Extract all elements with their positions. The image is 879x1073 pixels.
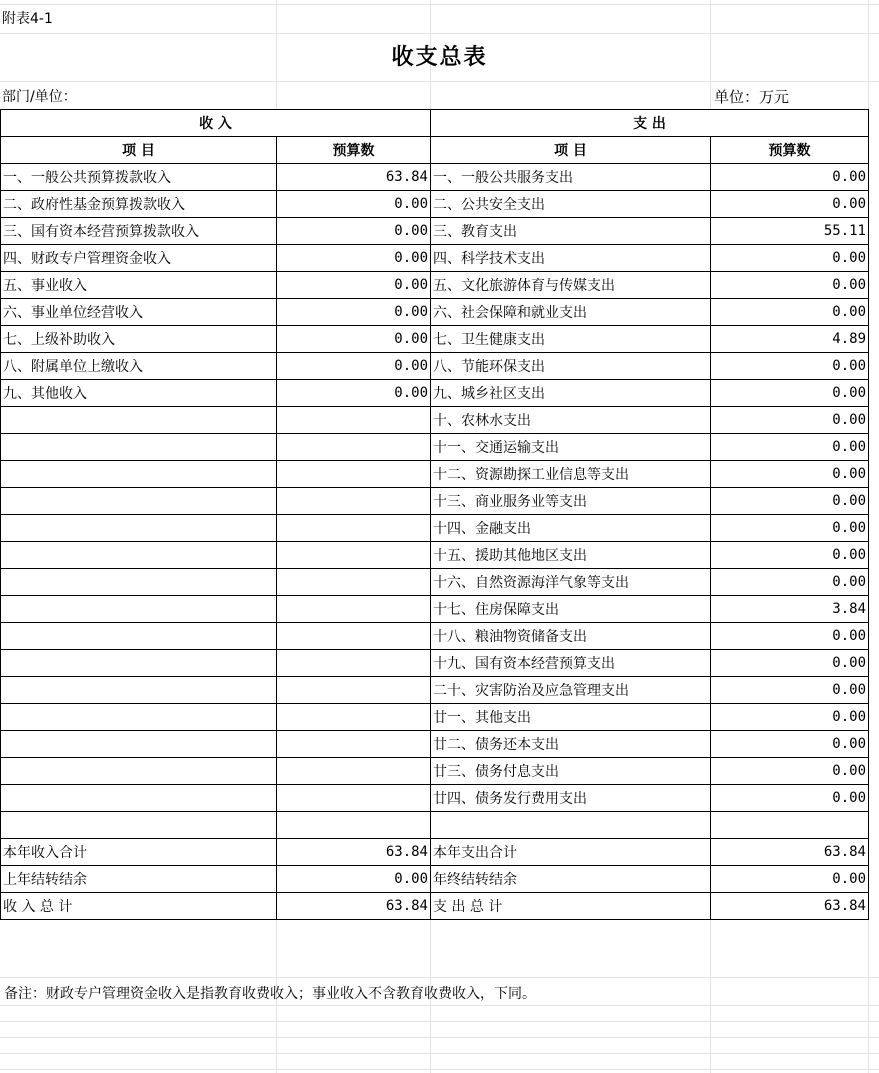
table-row <box>1 299 869 326</box>
expense-item-cell[interactable]: 九、城乡社区支出 <box>431 380 711 407</box>
expense-budget-cell[interactable]: 0.00 <box>711 353 869 380</box>
expense-budget-cell[interactable]: 0.00 <box>711 407 869 434</box>
table-row <box>1 650 869 677</box>
table-row <box>1 542 869 569</box>
income-budget-cell[interactable] <box>277 677 431 704</box>
department-label[interactable]: 部门/单位： <box>2 89 77 105</box>
table-row <box>1 515 869 542</box>
expense-budget-cell[interactable]: 4.89 <box>711 326 869 353</box>
income-budget-cell[interactable] <box>277 623 431 650</box>
expense-budget-cell[interactable]: 0.00 <box>711 866 869 893</box>
table-row <box>1 434 869 461</box>
income-item-cell[interactable] <box>1 542 277 569</box>
expense-item-cell[interactable]: 廿三、债务付息支出 <box>431 758 711 785</box>
income-item-cell[interactable] <box>1 704 277 731</box>
gridline <box>0 33 879 34</box>
expense-budget-header[interactable]: 预算数 <box>711 137 869 164</box>
gridline <box>0 1021 879 1022</box>
total-row <box>1 866 869 893</box>
income-item-cell[interactable] <box>1 596 277 623</box>
expense-item-cell[interactable]: 本年支出合计 <box>431 839 711 866</box>
income-budget-cell[interactable]: 63.84 <box>277 839 431 866</box>
gridline <box>0 81 879 82</box>
table-row <box>1 704 869 731</box>
income-budget-header[interactable]: 预算数 <box>277 137 431 164</box>
table-row <box>1 272 869 299</box>
income-budget-cell[interactable] <box>277 650 431 677</box>
income-item-cell[interactable]: 八、附属单位上缴收入 <box>1 353 277 380</box>
income-section-header[interactable]: 收 入 <box>1 110 431 137</box>
income-budget-cell[interactable]: 63.84 <box>277 893 431 920</box>
income-budget-cell[interactable] <box>277 758 431 785</box>
section-header-row <box>1 110 869 137</box>
expense-section-header[interactable]: 支 出 <box>431 110 869 137</box>
expense-item-cell[interactable]: 二、公共安全支出 <box>431 191 711 218</box>
income-item-cell[interactable]: 七、上级补助收入 <box>1 326 277 353</box>
expense-budget-cell[interactable]: 55.11 <box>711 218 869 245</box>
expense-item-cell[interactable]: 十七、住房保障支出 <box>431 596 711 623</box>
income-budget-cell[interactable] <box>277 542 431 569</box>
income-item-cell[interactable]: 本年收入合计 <box>1 839 277 866</box>
expense-budget-cell[interactable]: 0.00 <box>711 542 869 569</box>
income-budget-cell[interactable]: 0.00 <box>277 245 431 272</box>
table-row <box>1 569 869 596</box>
income-budget-cell[interactable]: 0.00 <box>277 272 431 299</box>
table-row <box>1 623 869 650</box>
expense-budget-cell[interactable]: 0.00 <box>711 785 869 812</box>
expense-budget-cell[interactable] <box>711 812 869 839</box>
income-item-cell[interactable] <box>1 677 277 704</box>
income-item-cell[interactable] <box>1 785 277 812</box>
gridline <box>0 1037 879 1038</box>
sheet-label[interactable]: 附表4-1 <box>2 11 53 27</box>
income-item-cell[interactable]: 九、其他收入 <box>1 380 277 407</box>
expense-budget-cell[interactable]: 0.00 <box>711 758 869 785</box>
income-budget-cell[interactable]: 0.00 <box>277 380 431 407</box>
gridline <box>0 1005 879 1006</box>
expense-budget-cell[interactable]: 0.00 <box>711 191 869 218</box>
total-row <box>1 839 869 866</box>
expense-item-header[interactable]: 项 目 <box>431 137 711 164</box>
expense-budget-cell[interactable]: 0.00 <box>711 677 869 704</box>
total-row <box>1 893 869 920</box>
expense-item-cell[interactable]: 十四、金融支出 <box>431 515 711 542</box>
expense-budget-cell[interactable]: 63.84 <box>711 893 869 920</box>
expense-item-cell[interactable]: 十二、资源勘探工业信息等支出 <box>431 461 711 488</box>
table-row <box>1 407 869 434</box>
expense-item-cell[interactable]: 一、一般公共服务支出 <box>431 164 711 191</box>
table-row <box>1 596 869 623</box>
income-item-cell[interactable] <box>1 407 277 434</box>
expense-budget-cell[interactable]: 0.00 <box>711 515 869 542</box>
expense-budget-cell[interactable]: 0.00 <box>711 623 869 650</box>
expense-budget-cell[interactable]: 0.00 <box>711 272 869 299</box>
expense-budget-cell[interactable]: 0.00 <box>711 299 869 326</box>
expense-budget-cell[interactable]: 0.00 <box>711 704 869 731</box>
expense-budget-cell[interactable]: 0.00 <box>711 488 869 515</box>
expense-budget-cell[interactable]: 0.00 <box>711 731 869 758</box>
income-budget-cell[interactable] <box>277 785 431 812</box>
expense-item-cell[interactable]: 四、科学技术支出 <box>431 245 711 272</box>
expense-budget-cell[interactable]: 0.00 <box>711 164 869 191</box>
income-item-cell[interactable] <box>1 515 277 542</box>
table-row <box>1 191 869 218</box>
income-budget-cell[interactable]: 0.00 <box>277 218 431 245</box>
gridline <box>0 1053 879 1054</box>
expense-item-cell[interactable]: 七、卫生健康支出 <box>431 326 711 353</box>
income-item-cell[interactable] <box>1 434 277 461</box>
table-row <box>1 812 869 839</box>
table-row <box>1 380 869 407</box>
income-item-cell[interactable]: 六、事业单位经营收入 <box>1 299 277 326</box>
income-budget-cell[interactable] <box>277 407 431 434</box>
income-item-cell[interactable]: 一、一般公共预算拨款收入 <box>1 164 277 191</box>
income-item-cell[interactable]: 收 入 总 计 <box>1 893 277 920</box>
expense-item-cell[interactable]: 二十、灾害防治及应急管理支出 <box>431 677 711 704</box>
expense-item-cell[interactable]: 廿二、债务还本支出 <box>431 731 711 758</box>
income-item-cell[interactable] <box>1 623 277 650</box>
expense-budget-cell[interactable]: 0.00 <box>711 650 869 677</box>
expense-item-cell[interactable]: 十八、粮油物资储备支出 <box>431 623 711 650</box>
income-item-cell[interactable]: 三、国有资本经营预算拨款收入 <box>1 218 277 245</box>
expense-item-cell[interactable]: 廿四、债务发行费用支出 <box>431 785 711 812</box>
income-budget-cell[interactable] <box>277 704 431 731</box>
table-row <box>1 245 869 272</box>
expense-item-cell[interactable]: 十九、国有资本经营预算支出 <box>431 650 711 677</box>
table-row <box>1 326 869 353</box>
expense-budget-cell[interactable]: 0.00 <box>711 461 869 488</box>
page-title[interactable]: 收支总表 <box>391 45 488 70</box>
income-budget-cell[interactable] <box>277 488 431 515</box>
expense-item-cell[interactable]: 十六、自然资源海洋气象等支出 <box>431 569 711 596</box>
expense-budget-cell[interactable]: 63.84 <box>711 839 869 866</box>
expense-item-cell[interactable]: 三、教育支出 <box>431 218 711 245</box>
expense-item-cell[interactable]: 十、农林水支出 <box>431 407 711 434</box>
table-row <box>1 758 869 785</box>
gridline <box>0 977 879 978</box>
table-row <box>1 677 869 704</box>
budget-table <box>0 109 869 920</box>
expense-item-cell[interactable]: 十五、援助其他地区支出 <box>431 542 711 569</box>
income-budget-cell[interactable]: 0.00 <box>277 866 431 893</box>
income-budget-cell[interactable]: 0.00 <box>277 299 431 326</box>
income-item-cell[interactable]: 四、财政专户管理资金收入 <box>1 245 277 272</box>
unit-label[interactable]: 单位：万元 <box>714 88 790 106</box>
income-item-cell[interactable] <box>1 569 277 596</box>
table-row <box>1 488 869 515</box>
table-row <box>1 218 869 245</box>
income-budget-cell[interactable] <box>277 569 431 596</box>
table-row <box>1 353 869 380</box>
expense-budget-cell[interactable]: 3.84 <box>711 596 869 623</box>
income-item-cell[interactable]: 二、政府性基金预算拨款收入 <box>1 191 277 218</box>
income-item-cell[interactable] <box>1 461 277 488</box>
income-budget-cell[interactable] <box>277 731 431 758</box>
income-budget-cell[interactable] <box>277 434 431 461</box>
income-budget-cell[interactable] <box>277 461 431 488</box>
expense-budget-cell[interactable]: 0.00 <box>711 245 869 272</box>
expense-budget-cell[interactable]: 0.00 <box>711 434 869 461</box>
income-budget-cell[interactable] <box>277 596 431 623</box>
footnote[interactable]: 备注：财政专户管理资金收入是指教育收费收入；事业收入不含教育收费收入，下同。 <box>4 986 536 1002</box>
income-budget-cell[interactable] <box>277 515 431 542</box>
table-row <box>1 461 869 488</box>
income-item-cell[interactable] <box>1 812 277 839</box>
expense-item-cell[interactable]: 八、节能环保支出 <box>431 353 711 380</box>
income-item-cell[interactable] <box>1 488 277 515</box>
expense-item-cell[interactable]: 支 出 总 计 <box>431 893 711 920</box>
table-row <box>1 785 869 812</box>
expense-item-cell[interactable]: 五、文化旅游体育与传媒支出 <box>431 272 711 299</box>
income-budget-cell[interactable]: 63.84 <box>277 164 431 191</box>
expense-item-cell[interactable]: 六、社会保障和就业支出 <box>431 299 711 326</box>
income-budget-cell[interactable]: 0.00 <box>277 191 431 218</box>
column-header-row <box>1 137 869 164</box>
expense-budget-cell[interactable]: 0.00 <box>711 569 869 596</box>
income-item-cell[interactable]: 五、事业收入 <box>1 272 277 299</box>
income-item-cell[interactable] <box>1 650 277 677</box>
gridline <box>0 1069 879 1070</box>
income-item-cell[interactable] <box>1 731 277 758</box>
expense-item-cell[interactable]: 廿一、其他支出 <box>431 704 711 731</box>
expense-item-cell[interactable]: 十一、交通运输支出 <box>431 434 711 461</box>
income-item-header[interactable]: 项 目 <box>1 137 277 164</box>
income-item-cell[interactable]: 上年结转结余 <box>1 866 277 893</box>
expense-item-cell[interactable]: 十三、商业服务业等支出 <box>431 488 711 515</box>
expense-item-cell[interactable]: 年终结转结余 <box>431 866 711 893</box>
table-row <box>1 164 869 191</box>
table-row <box>1 731 869 758</box>
income-budget-cell[interactable] <box>277 812 431 839</box>
income-budget-cell[interactable]: 0.00 <box>277 326 431 353</box>
expense-item-cell[interactable] <box>431 812 711 839</box>
expense-budget-cell[interactable]: 0.00 <box>711 380 869 407</box>
income-item-cell[interactable] <box>1 758 277 785</box>
gridline <box>0 4 879 5</box>
income-budget-cell[interactable]: 0.00 <box>277 353 431 380</box>
